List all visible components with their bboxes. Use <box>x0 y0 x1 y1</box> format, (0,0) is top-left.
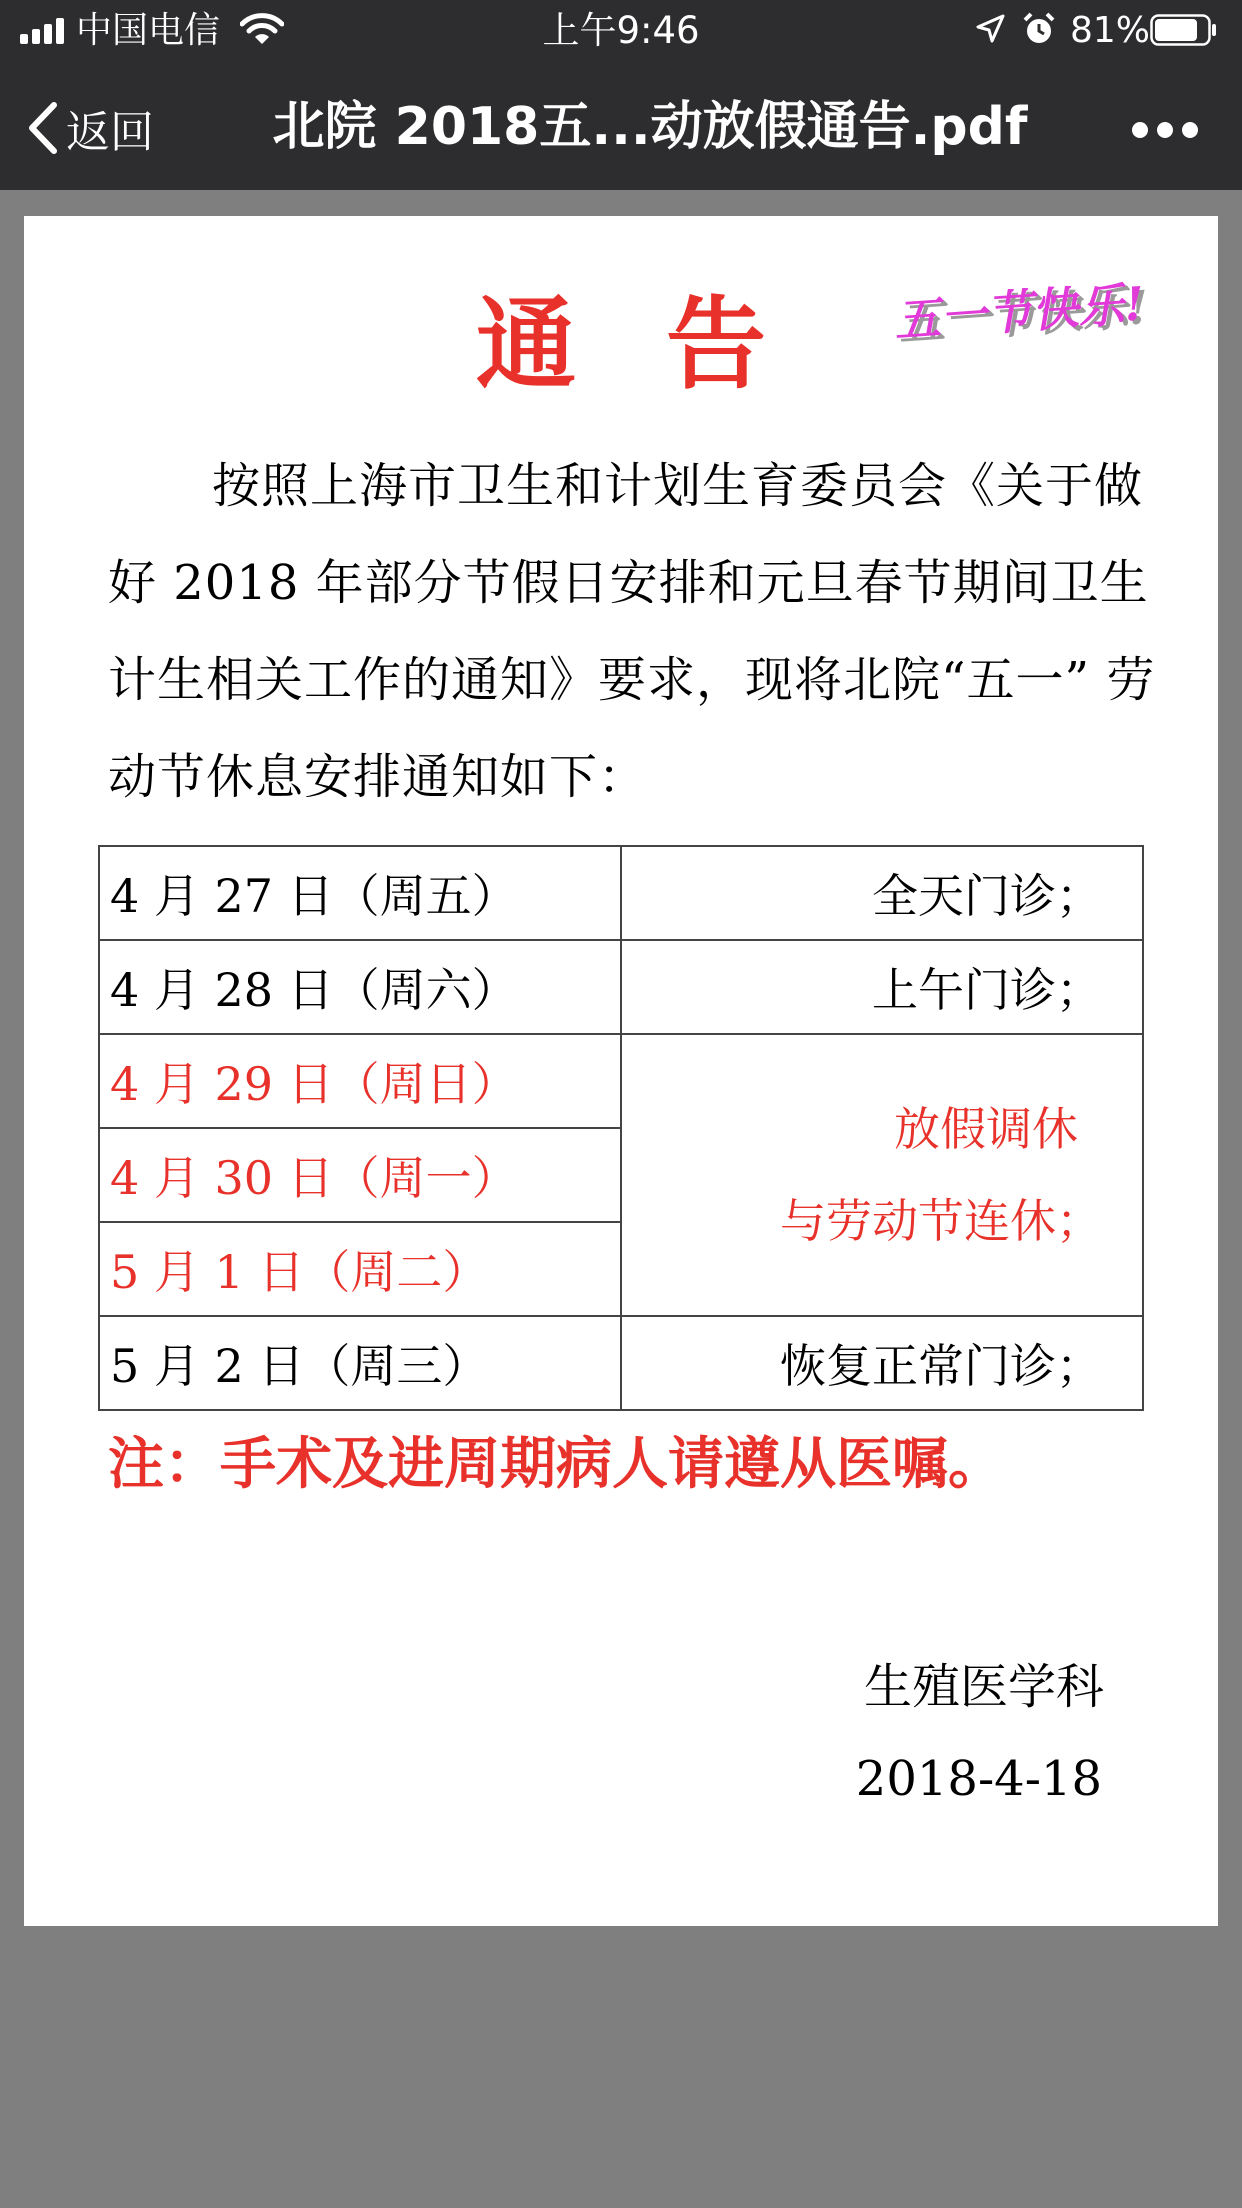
chevron-left-icon <box>28 102 58 154</box>
schedule-date: 4 月 30 日（周一） <box>99 1128 621 1222</box>
table-row <box>99 1034 1143 1128</box>
top-bar <box>0 0 1242 190</box>
schedule-table <box>98 845 1144 1411</box>
holiday-status-line1: 放假调休 <box>894 1102 1078 1156</box>
table-row <box>99 846 1143 940</box>
back-label: 返回 <box>66 107 154 158</box>
table-row <box>99 940 1143 1034</box>
status-bar <box>0 0 1242 64</box>
pdf-page <box>24 216 1218 1926</box>
battery-icon <box>1150 14 1218 46</box>
schedule-status: 全天门诊； <box>621 846 1143 940</box>
holiday-status <box>621 1034 1143 1316</box>
schedule-status: 恢复正常门诊； <box>621 1316 1143 1410</box>
location-icon <box>975 14 1005 44</box>
more-options-icon[interactable] <box>1130 108 1200 148</box>
holiday-status-line2: 与劳动节连休； <box>780 1194 1102 1248</box>
nav-bar <box>0 64 1242 190</box>
notice-title: 通告 <box>476 285 856 403</box>
schedule-date: 4 月 29 日（周日） <box>99 1034 621 1128</box>
carrier-label: 中国电信 <box>76 10 221 51</box>
notice-note: 注：手术及进周期病人请遵从医嘱。 <box>108 1431 1004 1497</box>
battery-percent: 81% <box>1070 10 1151 51</box>
department-signature: 生殖医学科 <box>863 1659 1104 1715</box>
schedule-date: 5 月 1 日（周二） <box>99 1222 621 1316</box>
notice-date: 2018-4-18 <box>855 1751 1102 1807</box>
notice-body: 按照上海市卫生和计划生育委员会《关于做好 2018 年部分节假日安排和元旦春节期间卫生计生相关工作的通知》要求，现将北院“五一” 劳动节休息安排通知如下： <box>108 458 1156 805</box>
schedule-date: 5 月 2 日（周三） <box>99 1316 621 1410</box>
schedule-date: 4 月 27 日（周五） <box>99 846 621 940</box>
schedule-date: 4 月 28 日（周六） <box>99 940 621 1034</box>
back-button[interactable] <box>28 96 154 160</box>
alarm-icon <box>1022 12 1056 46</box>
page-title: 北院 2018五...动放假通告.pdf <box>272 97 1028 157</box>
schedule-status: 上午门诊； <box>621 940 1143 1034</box>
festive-wordart: 五一节快乐! <box>892 276 1146 348</box>
table-row <box>99 1316 1143 1410</box>
status-time: 上午9:46 <box>542 9 700 52</box>
